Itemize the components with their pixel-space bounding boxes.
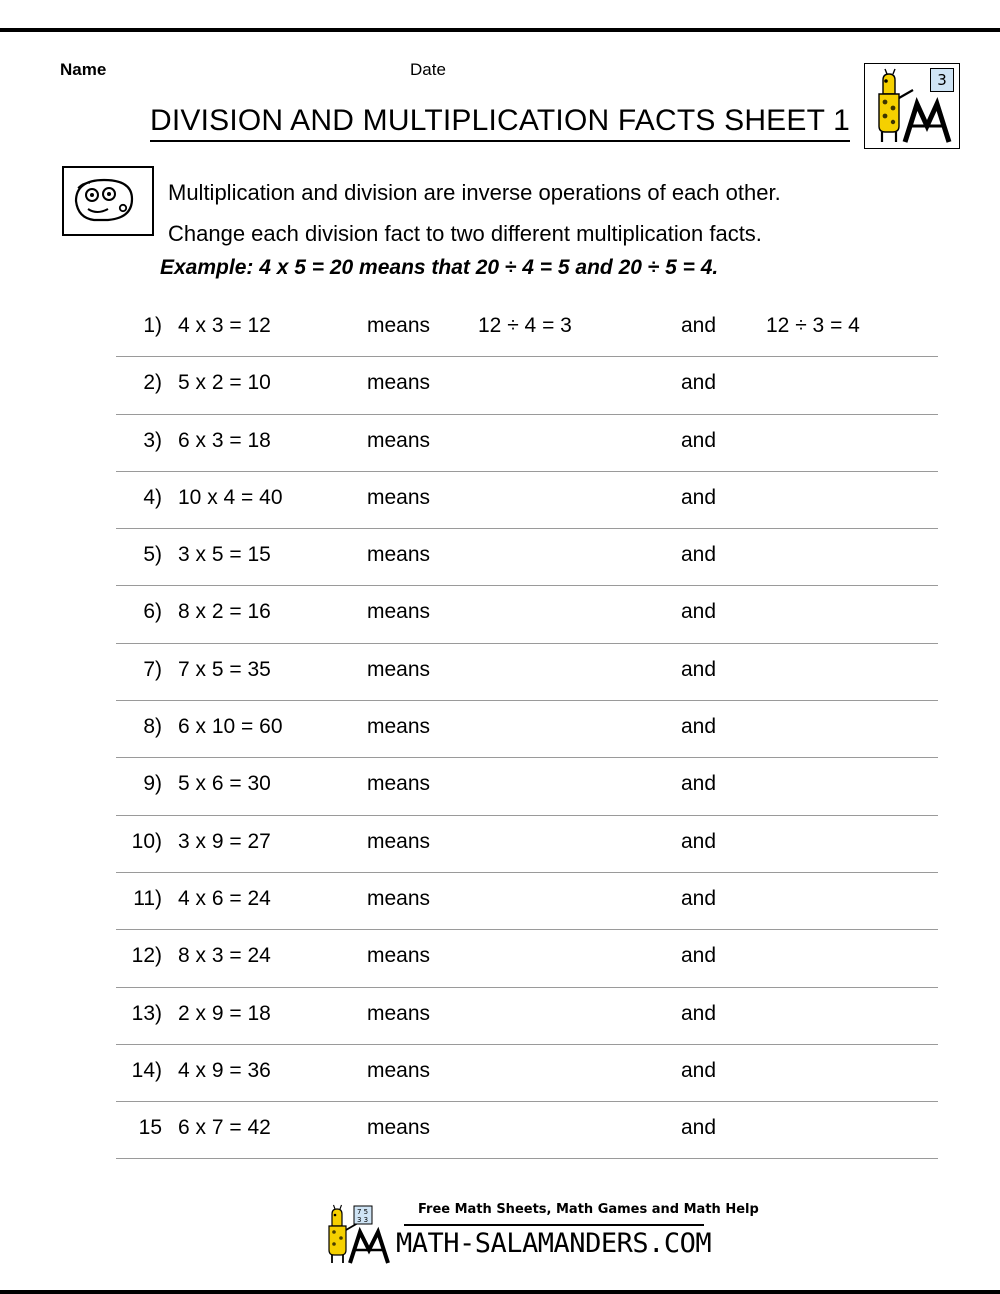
name-label: Name [60, 60, 107, 79]
means-label: means [367, 1001, 431, 1025]
means-label: means [367, 1058, 431, 1082]
problem-row [116, 644, 938, 701]
and-label: and [681, 543, 717, 567]
problem-list [116, 300, 938, 1159]
footer-tagline: Free Math Sheets, Math Games and Math Help [418, 1202, 759, 1217]
problem-row [116, 357, 938, 414]
problem-number: 15 [138, 1116, 162, 1140]
and-label: and [681, 772, 717, 796]
and-label: and [681, 1001, 717, 1025]
means-label: means [367, 485, 431, 509]
footer-divider [404, 1224, 704, 1226]
and-label: and [681, 371, 717, 395]
problem-row [116, 930, 938, 987]
svg-text:7 5: 7 5 [357, 1208, 369, 1216]
example-text: Example: 4 x 5 = 20 means that 20 ÷ 4 = 5 and 20 ÷ 5 = 4. [160, 256, 719, 279]
level-badge [864, 63, 960, 149]
and-label: and [681, 485, 717, 509]
bottom-divider [0, 1290, 1000, 1294]
problem-number: 11) [133, 886, 162, 910]
means-label: means [367, 715, 431, 739]
number-box-icon [354, 1206, 372, 1224]
and-label: and [681, 1058, 717, 1082]
problem-fact: 10 x 4 = 40 [178, 485, 283, 509]
problem-fact: 4 x 9 = 36 [178, 1058, 271, 1082]
top-divider [0, 28, 1000, 32]
thinking-face-icon [62, 166, 154, 236]
date-label: Date [410, 60, 446, 79]
problem-fact: 8 x 2 = 16 [178, 600, 271, 624]
instructions-block [168, 172, 958, 254]
means-label: means [367, 829, 431, 853]
problem-fact: 6 x 3 = 18 [178, 428, 271, 452]
problem-row [116, 873, 938, 930]
means-label: means [367, 657, 431, 681]
problem-fact: 6 x 10 = 60 [178, 715, 283, 739]
problem-row [116, 988, 938, 1045]
problem-fact: 4 x 3 = 12 [178, 314, 271, 337]
means-label: means [367, 600, 431, 624]
problem-number: 12) [131, 944, 162, 968]
problem-row [116, 529, 938, 586]
problem-row [116, 1045, 938, 1102]
footer-brand[interactable]: MATH-SALAMANDERS.COM [396, 1228, 712, 1259]
problem-fact: 8 x 3 = 24 [178, 944, 271, 968]
means-label: means [367, 428, 431, 452]
problem-number: 6) [143, 600, 162, 624]
problem-fact: 3 x 9 = 27 [178, 829, 271, 853]
means-label: means [367, 886, 431, 910]
and-label: and [681, 944, 717, 968]
page-title: DIVISION AND MULTIPLICATION FACTS SHEET 1 [150, 104, 850, 142]
svg-text:3 3: 3 3 [357, 1216, 369, 1224]
problem-fact: 6 x 7 = 42 [178, 1116, 271, 1140]
problem-number: 3) [143, 428, 162, 452]
and-label: and [681, 428, 717, 452]
and-label: and [681, 715, 717, 739]
means-label: means [367, 371, 431, 395]
means-label: means [367, 314, 431, 337]
problem-row [116, 586, 938, 643]
problem-row [116, 300, 938, 357]
page-footer [0, 1192, 1000, 1282]
salamanders-logo [322, 1200, 402, 1270]
problem-number: 14) [131, 1058, 162, 1082]
instructions-line-1: Multiplication and division are inverse operations of each other. [168, 180, 781, 205]
problem-number: 13) [131, 1001, 162, 1025]
problem-row [116, 758, 938, 815]
and-label: and [681, 657, 717, 681]
instructions-line-2: Change each division fact to two different multiplication facts. [168, 221, 762, 246]
means-label: means [367, 1116, 431, 1140]
problem-number: 1) [143, 314, 162, 337]
and-label: and [681, 600, 717, 624]
m-letter-icon [905, 104, 949, 142]
means-label: means [367, 543, 431, 567]
and-label: and [681, 829, 717, 853]
problem-row [116, 701, 938, 758]
and-label: and [681, 314, 717, 337]
and-label: and [681, 1116, 717, 1140]
problem-number: 7) [143, 657, 162, 681]
problem-fact: 5 x 2 = 10 [178, 371, 271, 395]
problem-fact: 5 x 6 = 30 [178, 772, 271, 796]
problem-row [116, 1102, 938, 1159]
m-letter-icon [350, 1232, 388, 1263]
problem-row [116, 472, 938, 529]
problem-row [116, 816, 938, 873]
means-label: means [367, 944, 431, 968]
problem-number: 2) [143, 371, 162, 395]
problem-number: 10) [131, 829, 162, 853]
problem-fact: 2 x 9 = 18 [178, 1001, 271, 1025]
means-label: means [367, 772, 431, 796]
answer-field-2[interactable]: 12 ÷ 3 = 4 [766, 314, 860, 337]
problem-number: 4) [143, 485, 162, 509]
problem-fact: 7 x 5 = 35 [178, 657, 271, 681]
problem-row [116, 415, 938, 472]
level-number: 3 [930, 68, 954, 92]
and-label: and [681, 886, 717, 910]
problem-number: 8) [143, 715, 162, 739]
answer-field-1[interactable]: 12 ÷ 4 = 3 [478, 314, 572, 337]
problem-number: 9) [143, 772, 162, 796]
problem-fact: 3 x 5 = 15 [178, 543, 271, 567]
problem-number: 5) [143, 543, 162, 567]
problem-fact: 4 x 6 = 24 [178, 886, 271, 910]
